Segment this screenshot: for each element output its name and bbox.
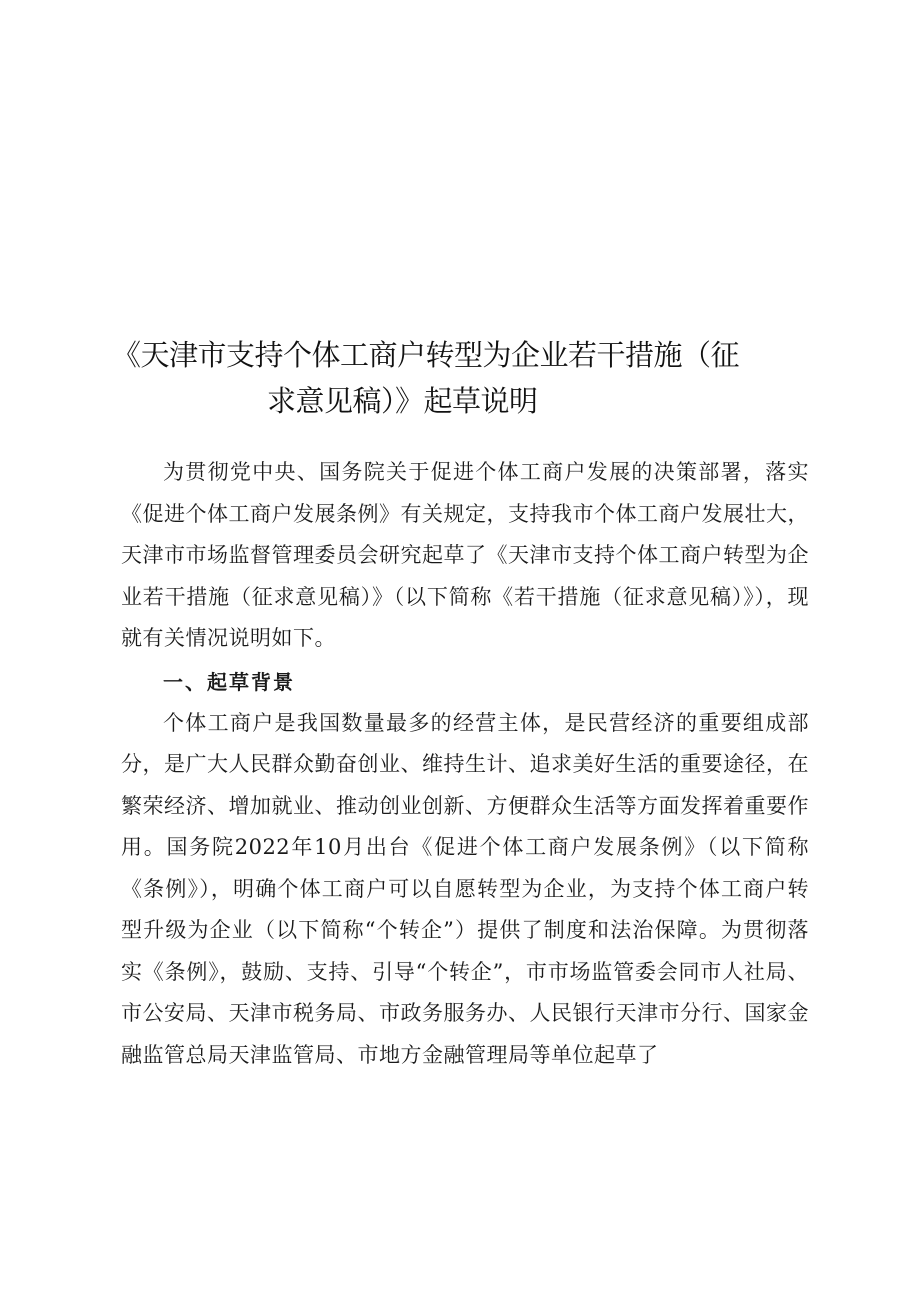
title-line-1: 《天津市支持个体工商户转型为企业若干措施（征 xyxy=(112,338,740,372)
title-line-2: 求意见稿）》起草说明 xyxy=(267,384,538,418)
section-heading-background: 一、起草背景 xyxy=(163,669,295,694)
background-paragraph: 个体工商户是我国数量最多的经营主体，是民营经济的重要组成部分，是广大人民群众勤奋创业、维持生计、追求美好生活的重要途径，在繁荣经济、增加就业、推动创业创新、方便群众生活等方面发挥着重要作用。国务院2022年10月出台《促进个体工商户发展条例》（以下简称《条例》），明确个体工商户可以自愿转型为企业，为支持个体工商户转型升级为企业（以下简称“个转企”）提供了制度和法治保障。为贯彻落实《条例》，鼓励、支持、引导“个转企”，市市场监管委会同市人社局、市公安局、天津市税务局、市政务服务办、人民银行天津市分行、国家金融监管总局天津监管局、市地方金融管理局等单位起草了 xyxy=(121,710,809,1067)
document-body xyxy=(121,452,809,1076)
document-title xyxy=(112,332,832,424)
intro-paragraph: 为贯彻党中央、国务院关于促进个体工商户发展的决策部署，落实《促进个体工商户发展条例》有关规定，支持我市个体工商户发展壮大，天津市市场监督管理委员会研究起草了《天津市支持个体工商户转型为企业若干措施（征求意见稿）》（以下简称《若干措施（征求意见稿）》），现就有关情况说明如下。 xyxy=(121,460,809,650)
